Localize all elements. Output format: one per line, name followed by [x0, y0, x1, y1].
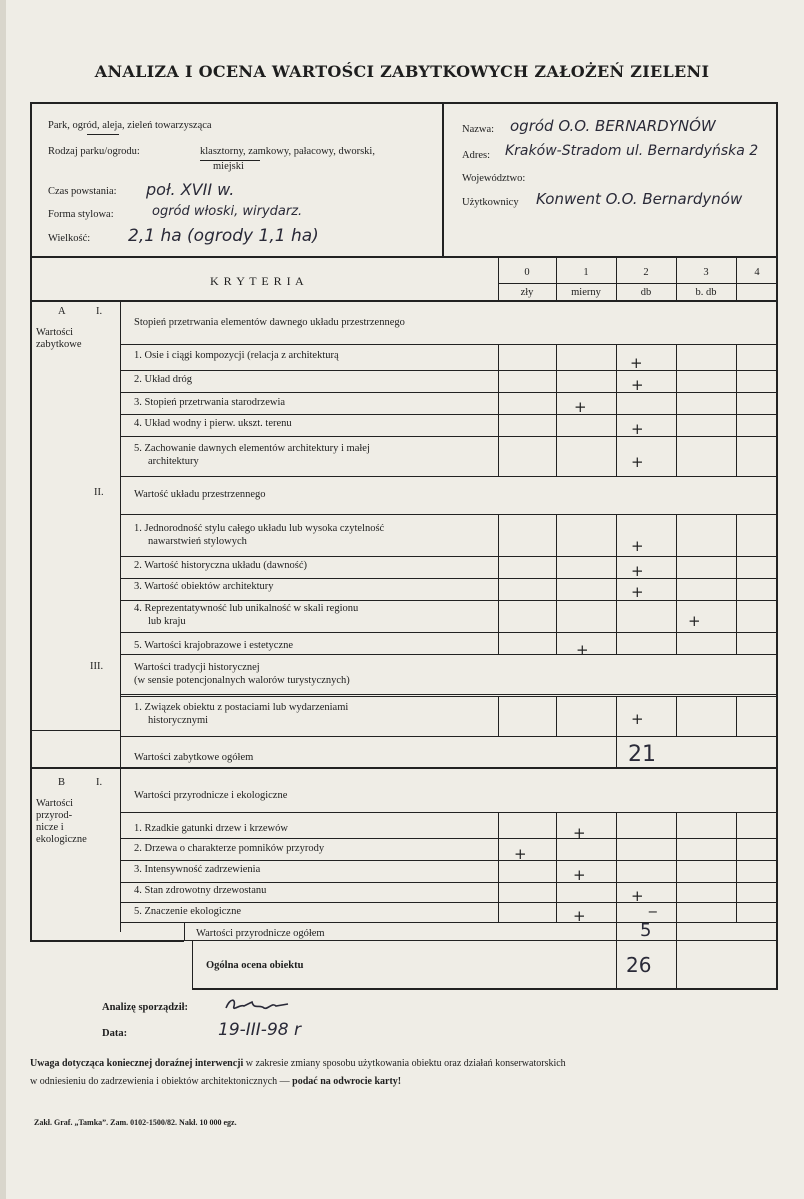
rating-tick-mark: + [631, 537, 644, 555]
section-a-roman-2: II. [94, 487, 104, 498]
grid-col-line [676, 812, 677, 922]
criterion-a3-1a: 1. Związek obiektu z postaciami lub wydarzeniami [134, 702, 349, 713]
row-line [120, 476, 778, 477]
nazwa-label: Nazwa: [462, 124, 495, 135]
rodzaj-label: Rodzaj parku/ogrodu: [48, 146, 140, 157]
rating-tick-mark: + [576, 641, 589, 659]
grid-col-line [556, 812, 557, 922]
grid-col-line [556, 696, 557, 736]
row-line [120, 632, 778, 633]
rating-tick-mark: + [631, 887, 644, 905]
adres-label: Adres: [462, 150, 490, 161]
header-divider [442, 104, 444, 256]
row-line [120, 556, 778, 557]
grid-col-line [616, 812, 617, 922]
criterion-a2-1b: nawarstwień stylowych [148, 536, 247, 547]
criterion-a2-4b: lub kraju [148, 616, 186, 627]
section-b-roman: I. [96, 777, 103, 788]
section-b-name-1: Wartości [36, 798, 74, 809]
rating-tick-mark: + [631, 583, 644, 601]
total-zabytkowe-label: Wartości zabytkowe ogółem [134, 752, 254, 763]
uwaga-line2b: podać na odwrocie karty! [292, 1076, 402, 1087]
frame-bottom [192, 988, 778, 990]
rating-tick-mark: + [630, 354, 643, 372]
header-bottom [30, 256, 778, 258]
section-a-letter: A [58, 306, 66, 317]
section-b-name-2: przyrod- [36, 810, 73, 821]
criterion-a3-1b: historycznymi [148, 715, 209, 726]
row-line [120, 812, 778, 813]
uwaga-line2a: w odniesieniu do zadrzewienia i obiektów architektonicznych — [30, 1076, 293, 1087]
criterion-b1-1: 1. Rzadkie gatunki drzew i krzewów [134, 823, 288, 834]
section-b-name-4: ekologiczne [36, 834, 87, 845]
row-line [120, 344, 778, 345]
rating-tick-mark: + [631, 453, 644, 471]
kryteria-bottom [30, 300, 778, 302]
row-line [120, 654, 778, 655]
group-b1-heading: Wartości przyrodnicze i ekologiczne [134, 790, 288, 801]
section-b-name-3: nicze i [36, 822, 64, 833]
grid-col-line [676, 514, 677, 654]
nazwa-value: ogród O.O. BERNARDYNÓW [510, 117, 716, 135]
row-line [120, 414, 778, 415]
criterion-a2-4a: 4. Reprezentatywność lub unikalność w skali regionu [134, 603, 359, 614]
grid-col-line [616, 514, 617, 654]
section-a-roman: I. [96, 306, 103, 317]
group-a3-heading-1: Wartości tradycji historycznej [134, 662, 260, 673]
criterion-a1-1: 1. Osie i ciągi kompozycji (relacja z architekturą [134, 350, 339, 361]
rating-tick-mark: + [631, 562, 644, 580]
wielkosc-value: 2,1 ha (ogrody 1,1 ha) [128, 226, 319, 246]
section-separator [30, 730, 120, 731]
total-zabytkowe-value: 21 [628, 742, 656, 767]
scale-col-line [676, 258, 677, 300]
grid-col-line [616, 696, 617, 736]
kryteria-label: K R Y T E R I A [210, 274, 305, 288]
grid-col-line [184, 922, 185, 940]
grid-col-line [498, 812, 499, 922]
scale-col-line [736, 258, 737, 300]
ogolna-ocena-label: Ogólna ocena obiektu [206, 960, 304, 971]
rating-tick-mark: + [574, 398, 587, 416]
row-line [120, 922, 778, 923]
rating-tick-mark: + [514, 845, 527, 863]
criterion-b1-2: 2. Drzewa o charakterze pomników przyrody [134, 843, 325, 854]
group-a2-heading: Wartość układu przestrzennego [134, 489, 266, 500]
criterion-a2-3: 3. Wartość obiektów architektury [134, 581, 274, 592]
criterion-a1-5b: architektury [148, 456, 199, 467]
scale-0-num: 0 [524, 267, 530, 278]
frame-left [30, 102, 32, 940]
criterion-a2-5: 5. Wartości krajobrazowe i estetyczne [134, 640, 294, 651]
grid-col-line [498, 696, 499, 736]
rating-tick-mark: + [631, 376, 644, 394]
analize-label: Analizę sporządził: [102, 1002, 189, 1013]
scale-4-num: 4 [754, 267, 760, 278]
criterion-b1-4: 4. Stan zdrowotny drzewostanu [134, 885, 267, 896]
criterion-a1-2: 2. Układ dróg [134, 374, 193, 385]
czas-label: Czas powstania: [48, 186, 117, 197]
wojewodztwo-label: Województwo: [462, 173, 526, 184]
section-a-name-2: zabytkowe [36, 339, 82, 350]
scale-1-num: 1 [583, 267, 589, 278]
row-line [120, 694, 778, 695]
row-line [120, 392, 778, 393]
scale-2-word: db [640, 287, 652, 298]
rodzaj-options: klasztorny, zamkowy, pałacowy, dworski, [200, 146, 375, 157]
scale-2-num: 2 [643, 267, 649, 278]
row-line [120, 600, 778, 601]
scale-col-line [498, 258, 499, 300]
criterion-a1-4: 4. Układ wodny i pierw. ukszt. terenu [134, 418, 292, 429]
row-line [120, 696, 778, 697]
grid-col-line [736, 812, 737, 922]
grid-col-line [736, 344, 737, 476]
grid-col-line [676, 922, 677, 990]
rating-tick-mark: + [573, 907, 586, 925]
grid-col-line [676, 696, 677, 736]
rating-tick-mark: + [688, 612, 701, 630]
wielkosc-label: Wielkość: [48, 233, 91, 244]
section-a-roman-3: III. [90, 661, 104, 672]
total-przyrodnicze-value: 5 [640, 920, 652, 941]
criterion-a2-1a: 1. Jednorodność stylu całego układu lub wysoka czytelność [134, 523, 385, 534]
scale-3-word: b. db [695, 287, 717, 298]
frame-top [30, 102, 778, 104]
row-line [120, 882, 778, 883]
forma-value: ogród włoski, wirydarz. [152, 204, 303, 219]
data-value: 19-III-98 r [218, 1020, 301, 1040]
row-line [120, 370, 778, 371]
scale-1-word: mierny [571, 287, 601, 298]
scale-col-line [556, 258, 557, 300]
criterion-b1-3: 3. Intensywność zadrzewienia [134, 864, 261, 875]
group-a1-heading: Stopień przetrwania elementów dawnego układu przestrzennego [134, 317, 405, 328]
total-przyrodnicze-label: Wartości przyrodnicze ogółem [196, 928, 325, 939]
section-b-letter: B [58, 777, 66, 788]
grid-col-line [676, 344, 677, 476]
grid-col-line [616, 344, 617, 476]
frame-right [776, 102, 778, 990]
form-title: ANALIZA I OCENA WARTOŚCI ZABYTKOWYCH ZAŁOŻEŃ ZIELENI [94, 62, 710, 81]
uwaga-bold: Uwaga dotycząca koniecznej doraźnej interwencji [30, 1058, 244, 1069]
row-line [120, 736, 778, 737]
grid-col-line [498, 344, 499, 476]
rodzaj-options-2: miejski [213, 161, 244, 172]
grid-col-line [616, 922, 617, 990]
grid-col-line [192, 940, 193, 990]
row-line [120, 838, 778, 839]
criterion-a1-3: 3. Stopień przetrwania starodrzewia [134, 397, 286, 408]
uwaga-line-1 [30, 1058, 566, 1069]
uzytkownicy-value: Konwent O.O. Bernardynów [536, 190, 743, 208]
grid-col-line [736, 696, 737, 736]
section-a-name-1: Wartości [36, 327, 74, 338]
park-type-line: Park, ogród, aleja, zieleń towarzysząca [48, 120, 212, 131]
grid-col-line [556, 344, 557, 476]
grid-col-line [498, 514, 499, 654]
rating-tick-mark: + [631, 710, 644, 728]
row-line [184, 940, 778, 941]
frame-bottom-left [30, 940, 184, 942]
criterion-a1-5a: 5. Zachowanie dawnych elementów architektury i małej [134, 443, 370, 454]
group-a3-heading-2: (w sensie potencjonalnych walorów turystycznych) [134, 675, 350, 686]
rating-tick-mark: + [631, 420, 644, 438]
underline-ogrod [87, 134, 119, 135]
signature-image [222, 994, 292, 1018]
uzytkownicy-label: Użytkownicy [462, 197, 519, 208]
row-line [30, 768, 778, 769]
imprint: Zakł. Graf. „Tamka”. Zam. 0102-1500/82. Nakł. 10 000 egz. [34, 1118, 237, 1127]
scale-3-num: 3 [703, 267, 709, 278]
grid-col-line [736, 514, 737, 654]
ogolna-ocena-value: 26 [626, 953, 652, 977]
uwaga-rest: w zakresie zmiany sposobu użytkowania obiektu oraz działań konserwatorskich [243, 1058, 566, 1069]
data-label: Data: [102, 1028, 128, 1039]
rating-tick-mark: + [573, 866, 586, 884]
rating-tick-mark: ‒ [648, 902, 658, 920]
grid-col-line [616, 736, 617, 767]
scale-0-word: zły [520, 287, 534, 298]
row-line [120, 578, 778, 579]
row-line [120, 436, 778, 437]
row-line [120, 514, 778, 515]
rating-tick-mark: + [573, 824, 586, 842]
row-line [120, 902, 778, 903]
row-line [120, 860, 778, 861]
scale-col-line [616, 258, 617, 300]
forma-label: Forma stylowa: [48, 209, 114, 220]
czas-value: poł. XVII w. [146, 180, 235, 199]
uwaga-line-2 [30, 1076, 401, 1087]
criterion-a2-2: 2. Wartość historyczna układu (dawność) [134, 560, 308, 571]
criterion-b1-5: 5. Znaczenie ekologiczne [134, 906, 241, 917]
adres-value: Kraków-Stradom ul. Bernardyńska 2 [505, 143, 759, 159]
page-edge [0, 0, 6, 1199]
grid-col-line [556, 514, 557, 654]
